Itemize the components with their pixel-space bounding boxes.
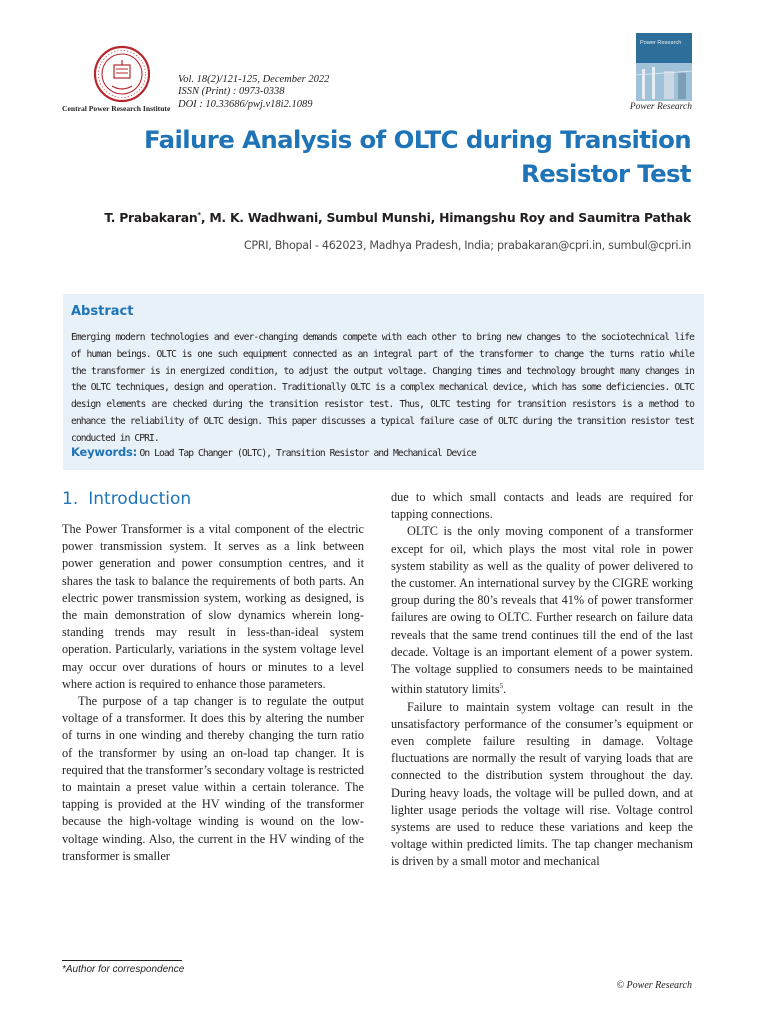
paper-title: Failure Analysis of OLTC during Transition Resistor Test <box>144 125 691 188</box>
issn-line: ISSN (Print) : 0973-0338 <box>178 86 285 98</box>
copyright: © Power Research <box>616 980 692 991</box>
volume-line: Vol. 18(2)/121-125, December 2022 <box>178 74 330 85</box>
journal-cover-thumbnail <box>636 33 692 101</box>
footnote: *Author for correspondence <box>62 964 185 975</box>
first-author: T. Prabakaran <box>104 210 198 225</box>
corresponding-mark: * <box>197 210 201 219</box>
cover-title: Power Research <box>640 40 682 46</box>
keywords-line <box>71 445 476 459</box>
cpri-logo <box>86 42 158 106</box>
paragraph <box>391 523 693 698</box>
author-list <box>104 210 691 225</box>
abstract-text: Emerging modern technologies and ever-changing demands compete with each other to bring new changes to the sociotechnical life of human beings. OLTC is one such equipment connected as an integral part of the transformer to change the turns ratio while the transformer is in energized condition, to adjust the output voltage. Changing times and technology brought many changes in the OLTC techniques, design and operation. Traditionally OLTC is a complex mechanical device, which has some deficiencies. OLTC design elements are checked during the transition resistor test. Thus, OLTC testing for transition resistors is a method to enhance the reliability of OLTC design. This paper discusses a typical failure case of OLTC during the transition resistor test conducted in CPRI. <box>71 332 694 444</box>
institute-name: Central Power Research Institute <box>62 104 171 113</box>
journal-info <box>178 74 329 111</box>
paragraph: due to which small contacts and leads are required for tapping connections. <box>391 490 693 522</box>
right-column <box>391 489 693 871</box>
other-authors: , M. K. Wadhwani, Sumbul Munshi, Himangshu Roy and Saumitra Pathak <box>200 210 691 225</box>
keywords-label: Keywords: <box>71 445 138 459</box>
affiliation: CPRI, Bhopal - 462023, Madhya Pradesh, India; prabakaran@cpri.in, sumbul@cpri.in <box>243 239 691 252</box>
paragraph: The Power Transformer is a vital component of the electric power transmission system. It serves as a link between power generation and power consumption centres, and it shares the task to balance the requirements of both parts. An electric power transmission system, working as designed, is the main demonstration of slow dynamics wherein long-standing trends may result in less-than-ideal system operation. Particularly, variations in the system voltage level may occur over durations of hours or minutes to a level where action is required to enhance those parameters. <box>62 522 364 691</box>
abstract-box <box>63 294 704 470</box>
section-heading <box>62 489 191 509</box>
left-column <box>62 521 364 865</box>
keywords-text: On Load Tap Changer (OLTC), Transition Resistor and Mechanical Device <box>139 448 476 459</box>
section-number: 1. <box>62 489 79 509</box>
abstract-heading: Abstract <box>71 304 134 319</box>
paragraph: Failure to maintain system voltage can result in the unsatisfactory performance of the consumer’s equipment or even complete failure resulting in damage. Voltage fluctuations are normally the result of varying loads that are connected to the distribution system throughout the day. During heavy loads, the voltage will be pulled down, and at lighter usage periods the voltage will rise. Voltage control systems are used to reduce these variations and keep the voltage within predicted limits. The tap changer mechanism is driven by a small motor and mechanical <box>391 699 693 869</box>
reference-mark: 5 <box>499 682 504 691</box>
footnote-rule <box>62 960 182 961</box>
doi-line: DOI : 10.33686/pwj.v18i2.1089 <box>178 98 313 110</box>
paragraph: The purpose of a tap changer is to regulate the output voltage of a transformer. It does this by altering the number of turns in one winding and thereby changing the turn ratio of the transformer by using an on-load tap changer. It is required that the transformer’s secondary voltage is restricted to maintain a preset value within a certain tolerance. The tapping is provided at the HV winding of the transformer because the high-voltage winding is wound on the low-voltage winding. Also, the current in the HV winding of the transformer is smaller <box>62 694 364 863</box>
section-title: Introduction <box>88 489 192 509</box>
journal-caption: Power Research <box>629 102 692 112</box>
paragraph-text: OLTC is the only moving component of a transformer except for oil, which plays the most vital role in power system stability as well as the quality of power delivered to the customer. An international survey by the CIGRE working group during the 80’s reveals that 41% of power transformer failures are owing to OLTC. Further research on failure data reveals that the same trend continues till the end of the last decade. Voltage is an important element of a power system. The voltage supplied to consumers needs to be maintained within statutory limits <box>391 524 693 697</box>
paragraph-end: . <box>503 682 507 697</box>
